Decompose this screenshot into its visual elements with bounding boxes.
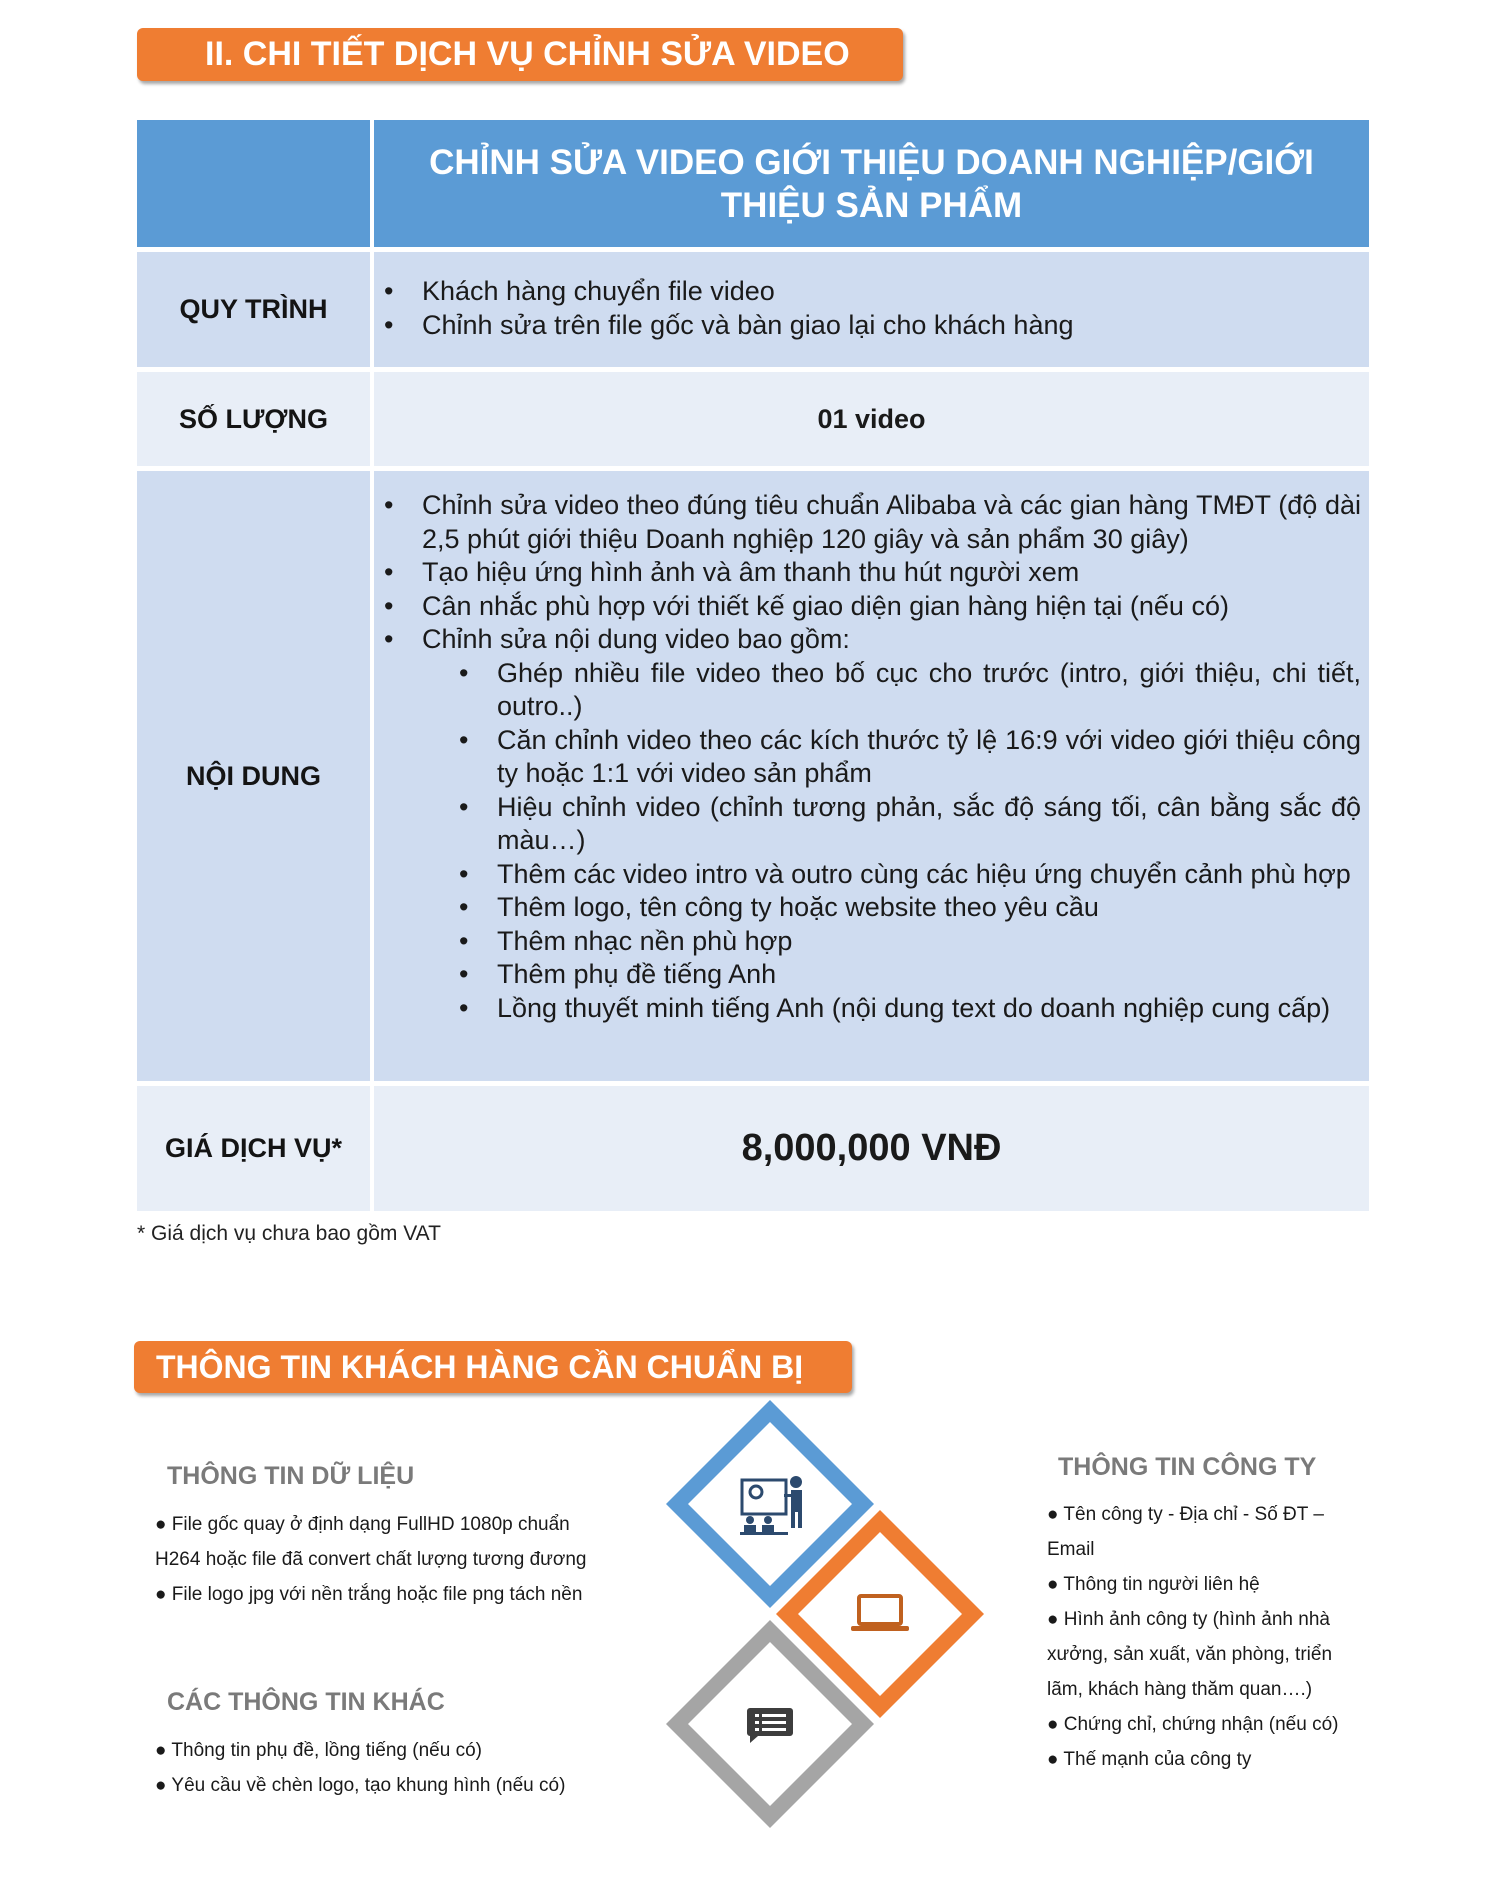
sublist-item: • Lồng thuyết minh tiếng Anh (nội dung text do doanh nghiệp cung cấp) xyxy=(497,992,1361,1026)
quantity-row xyxy=(137,372,1369,466)
sublist-item: • Thêm phụ đề tiếng Anh xyxy=(497,958,1361,992)
price-row xyxy=(137,1086,1369,1211)
info-line: ● Chứng chỉ, chứng nhận (nếu có) xyxy=(1047,1714,1339,1735)
process-list xyxy=(374,275,1357,342)
process-label: QUY TRÌNH xyxy=(137,252,370,367)
info-line: lãm, khách hàng thăm quan….) xyxy=(1047,1679,1313,1700)
list-item: • Cân nhắc phù hợp với thiết kế giao diện gian hàng hiện tại (nếu có) xyxy=(422,590,1361,624)
info-line: ● Yêu cầu về chèn logo, tạo khung hình (nếu có) xyxy=(155,1775,566,1796)
section-title: THÔNG TIN KHÁCH HÀNG CẦN CHUẨN BỊ xyxy=(156,1348,804,1385)
list-item-text: Chỉnh sửa nội dung video bao gồm: xyxy=(422,624,850,654)
other-info-title: CÁC THÔNG TIN KHÁC xyxy=(167,1688,445,1716)
info-line: ● File logo jpg với nền trắng hoặc file png tách nền xyxy=(155,1584,583,1605)
company-info-list xyxy=(1047,1497,1338,1777)
quantity-value: 01 video xyxy=(374,372,1369,466)
list-item: • Khách hàng chuyển file video xyxy=(422,275,1357,309)
company-info-title: THÔNG TIN CÔNG TY xyxy=(1058,1453,1317,1481)
info-line: Email xyxy=(1047,1539,1095,1560)
service-table xyxy=(137,120,1369,1211)
list-item xyxy=(422,623,1361,1025)
sublist-item: • Thêm logo, tên công ty hoặc website theo yêu cầu xyxy=(497,891,1361,925)
info-line: ● Hình ảnh công ty (hình ảnh nhà xyxy=(1047,1609,1330,1630)
process-row xyxy=(137,252,1369,367)
list-item: • Chỉnh sửa trên file gốc và bàn giao lại cho khách hàng xyxy=(422,309,1357,343)
info-line: ● Thông tin phụ đề, lồng tiếng (nếu có) xyxy=(155,1740,482,1761)
sublist-item: • Hiệu chỉnh video (chỉnh tương phản, sắc độ sáng tối, cân bằng sắc độ màu…) xyxy=(497,791,1361,858)
section-banner-customer-prep xyxy=(134,1341,852,1393)
data-info-list xyxy=(155,1507,587,1612)
info-line: xưởng, sản xuất, văn phòng, triển xyxy=(1047,1644,1333,1665)
price-label: GIÁ DỊCH VỤ* xyxy=(137,1086,370,1211)
other-info-list xyxy=(155,1733,565,1803)
price-value: 8,000,000 VNĐ xyxy=(374,1086,1369,1211)
info-line: ● Tên công ty - Địa chỉ - Số ĐT – xyxy=(1047,1504,1324,1525)
header-empty-cell xyxy=(137,120,370,247)
table-header-title: CHỈNH SỬA VIDEO GIỚI THIỆU DOANH NGHIỆP/GIỚI THIỆU SẢN PHẨM xyxy=(374,120,1369,247)
sublist-item: • Ghép nhiều file video theo bố cục cho trước (intro, giới thiệu, chi tiết, outro..) xyxy=(497,657,1361,724)
content-label: NỘI DUNG xyxy=(137,471,370,1081)
info-line: ● Thông tin người liên hệ xyxy=(1047,1574,1260,1595)
table-header-row xyxy=(137,120,1369,247)
list-item: • Chỉnh sửa video theo đúng tiêu chuẩn Alibaba và các gian hàng TMĐT (độ dài 2,5 phút giới thiệu Doanh nghiệp 120 giây và sản phẩm 30 giây) xyxy=(422,489,1361,556)
sublist-item: • Căn chỉnh video theo các kích thước tỷ lệ 16:9 với video giới thiệu công ty hoặc 1:1 với video sản phẩm xyxy=(497,724,1361,791)
content-list xyxy=(374,489,1361,1025)
info-line: H264 hoặc file đã convert chất lượng tương đương xyxy=(155,1549,587,1570)
vat-note: * Giá dịch vụ chưa bao gồm VAT xyxy=(137,1222,441,1245)
sublist-item: • Thêm nhạc nền phù hợp xyxy=(497,925,1361,959)
content-row xyxy=(137,471,1369,1081)
info-line: ● Thế mạnh của công ty xyxy=(1047,1749,1252,1770)
data-info-title: THÔNG TIN DỮ LIỆU xyxy=(167,1462,415,1490)
list-item: • Tạo hiệu ứng hình ảnh và âm thanh thu hút người xem xyxy=(422,556,1361,590)
section-title: II. CHI TIẾT DỊCH VỤ CHỈNH SỬA VIDEO xyxy=(205,35,850,73)
diamond-graphic xyxy=(660,1400,1000,1850)
quantity-label: SỐ LƯỢNG xyxy=(137,372,370,466)
content-sublist xyxy=(422,657,1361,1026)
info-line: ● File gốc quay ở định dạng FullHD 1080p chuẩn xyxy=(155,1514,570,1535)
section-banner-service-details xyxy=(137,28,903,81)
sublist-item: • Thêm các video intro và outro cùng các hiệu ứng chuyển cảnh phù hợp xyxy=(497,858,1361,892)
